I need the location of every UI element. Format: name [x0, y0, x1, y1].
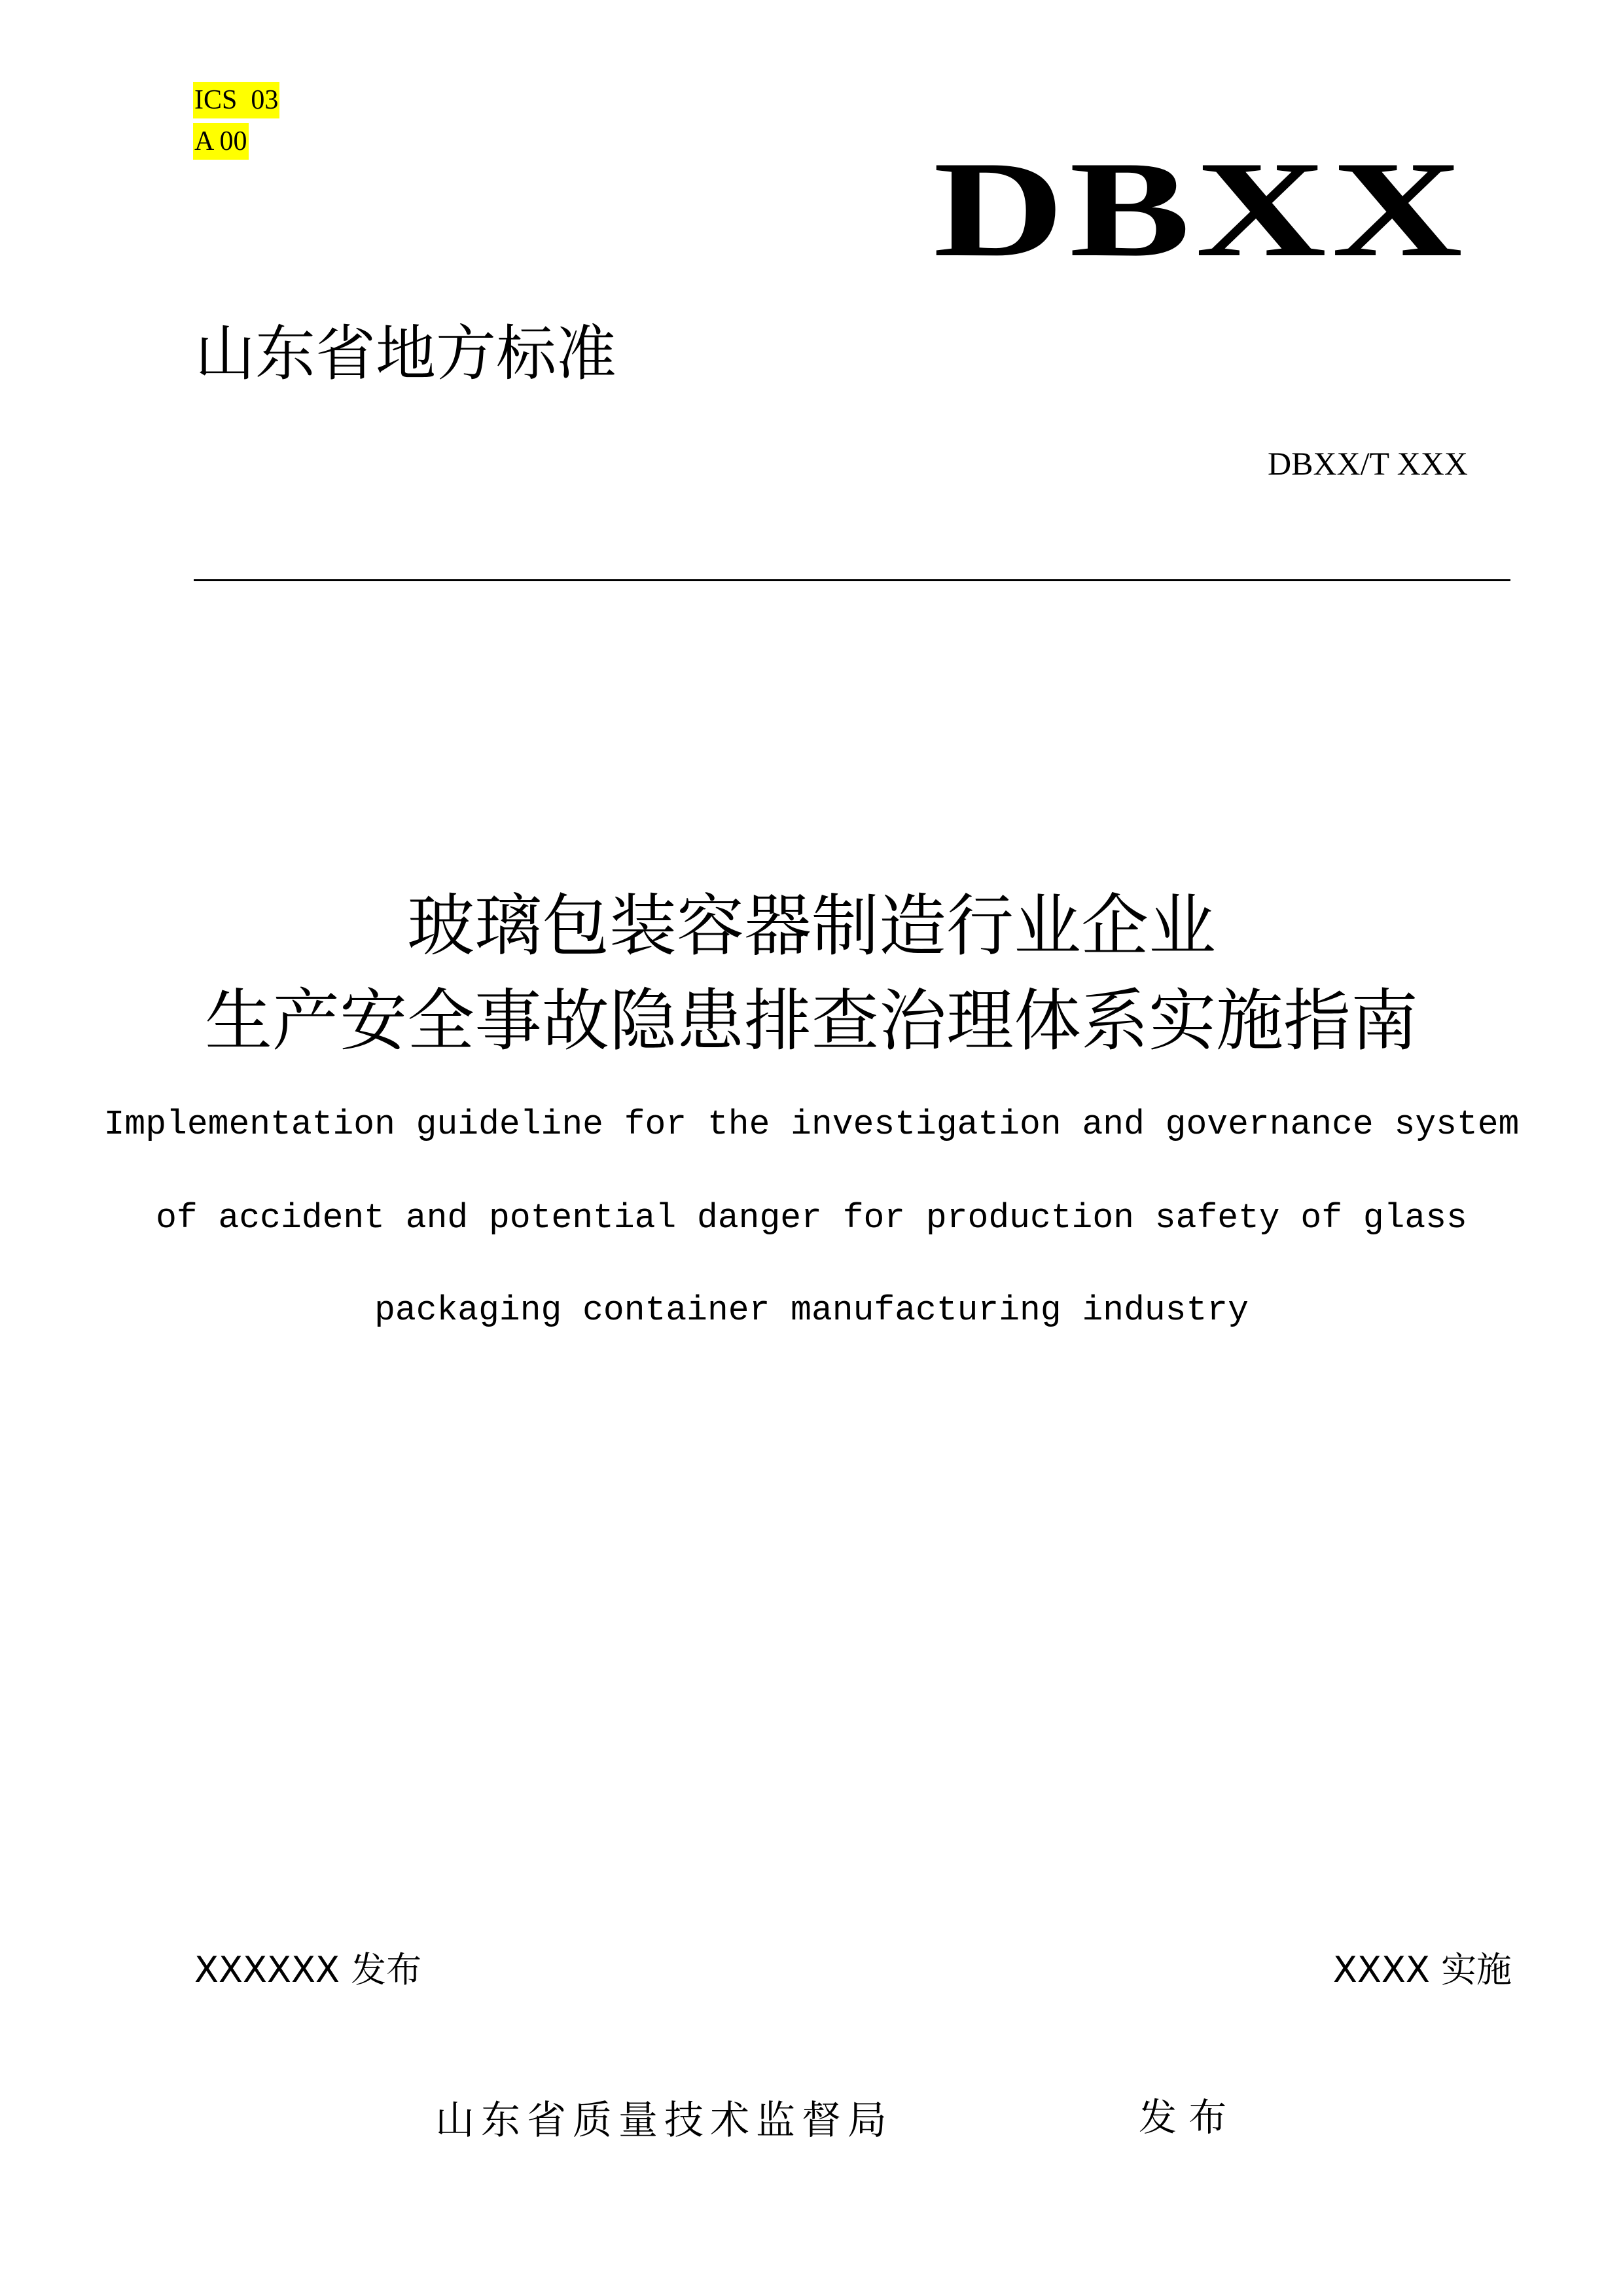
- header-divider: [194, 579, 1510, 581]
- published-label: 发 布: [1139, 2095, 1227, 2140]
- ics-code: ICS 03: [193, 82, 279, 118]
- standard-number: DBXX/T XXX: [1267, 445, 1468, 482]
- english-title-line-2: of accident and potential danger for production safety of glass: [156, 1198, 1467, 1238]
- english-title-line-1: Implementation guideline for the investigation and governance system: [103, 1105, 1520, 1144]
- classification-code: A 00: [193, 123, 249, 160]
- publisher-name: 山东省质量技术监督局: [435, 2098, 893, 2144]
- standard-logo-code: DBXX: [933, 134, 1468, 285]
- standard-level: 山东省地方标准: [195, 319, 617, 389]
- implementation-date: XXXX 实施: [1332, 1949, 1512, 1990]
- english-title-line-3: packaging container manufacturing industry: [374, 1291, 1249, 1330]
- chinese-title-line-2: 生产安全事故隐患排查治理体系实施指南: [205, 982, 1418, 1060]
- issue-date: XXXXXX 发布: [194, 1949, 422, 1990]
- chinese-title-line-1: 玻璃包装容器制造行业企业: [407, 887, 1216, 965]
